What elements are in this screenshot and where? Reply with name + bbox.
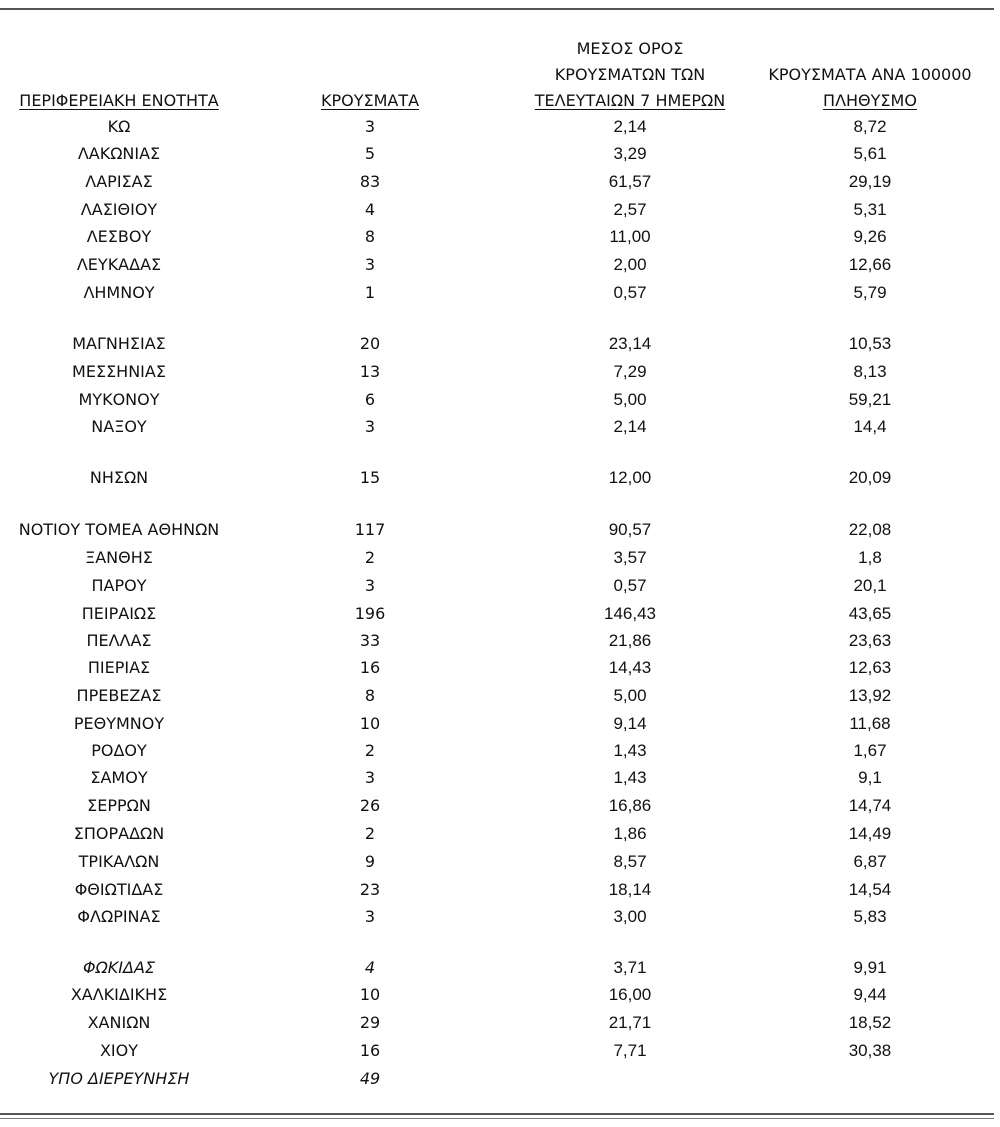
cases-cell: 2 <box>364 824 376 843</box>
region-name-cell: ΦΛΩΡΙΝΑΣ <box>77 907 161 926</box>
cases-cell: 13 <box>359 362 381 381</box>
region-name-cell: ΛΕΥΚΑΔΑΣ <box>76 255 162 274</box>
seven-day-average-cell: 12,00 <box>608 468 652 487</box>
region-name-cell: ΧΑΝΙΩΝ <box>87 1013 151 1032</box>
table-row <box>0 683 1000 709</box>
cases-per-100k-cell: 9,91 <box>853 958 887 977</box>
seven-day-average-cell: 8,57 <box>613 852 647 871</box>
table-row <box>0 197 1000 223</box>
seven-day-average-cell: 18,14 <box>608 880 652 899</box>
cases-cell: 26 <box>359 796 381 815</box>
region-name-cell: ΜΑΓΝΗΣΙΑΣ <box>72 334 166 353</box>
table-row <box>0 982 1000 1008</box>
region-name-cell: ΛΑΡΙΣΑΣ <box>85 172 153 191</box>
table-row <box>0 573 1000 599</box>
table-row <box>0 904 1000 930</box>
table-row <box>0 280 1000 306</box>
region-name-cell: ΡΕΘΥΜΝΟΥ <box>73 714 165 733</box>
region-name-cell: ΠΙΕΡΙΑΣ <box>87 658 151 677</box>
region-name-cell: ΣΠΟΡΑΔΩΝ <box>73 824 165 843</box>
cases-per-100k-cell: 9,26 <box>853 227 887 246</box>
region-name-cell: ΧΑΛΚΙΔΙΚΗΣ <box>70 985 168 1004</box>
seven-day-average-cell: 14,43 <box>608 658 652 677</box>
region-name-cell: ΦΩΚΙΔΑΣ <box>82 958 156 977</box>
cases-per-100k-cell: 18,52 <box>848 1013 892 1032</box>
cases-cell: 20 <box>359 334 381 353</box>
table-row <box>0 1010 1000 1036</box>
table-row <box>0 359 1000 385</box>
cases-per-100k-cell: 12,63 <box>848 658 892 677</box>
region-name-cell: ΞΑΝΘΗΣ <box>85 548 153 567</box>
header-cases-label: ΚΡΟΥΣΜΑΤΑ <box>320 91 420 110</box>
header-per-100k-line2: ΠΛΗΘΥΣΜΟ <box>823 91 917 110</box>
cases-cell: 23 <box>359 880 381 899</box>
cases-cell: 49 <box>359 1069 381 1088</box>
table-row <box>0 224 1000 250</box>
cases-per-100k-cell: 5,61 <box>853 144 887 163</box>
seven-day-average-cell: 9,14 <box>613 714 647 733</box>
cases-per-100k-cell: 5,31 <box>853 200 887 219</box>
table-row <box>0 414 1000 440</box>
region-name-cell: ΝΟΤΙΟΥ ΤΟΜΕΑ ΑΘΗΝΩΝ <box>18 520 220 539</box>
cases-cell: 10 <box>359 985 381 1004</box>
cases-cell: 6 <box>364 390 376 409</box>
seven-day-average-cell: 90,57 <box>608 520 652 539</box>
seven-day-average-cell: 3,29 <box>613 144 647 163</box>
seven-day-average-cell: 3,00 <box>613 907 647 926</box>
region-name-cell: ΛΑΚΩΝΙΑΣ <box>77 144 161 163</box>
cases-per-100k-cell: 14,74 <box>848 796 892 815</box>
cases-per-100k-cell: 43,65 <box>848 604 892 623</box>
seven-day-average-cell: 16,00 <box>608 985 652 1004</box>
table-row <box>0 738 1000 764</box>
seven-day-average-cell: 7,29 <box>613 362 647 381</box>
cases-per-100k-cell: 10,53 <box>848 334 892 353</box>
seven-day-average-cell: 2,14 <box>613 117 647 136</box>
cases-cell: 3 <box>364 417 376 436</box>
cases-per-100k-cell: 11,68 <box>849 714 891 733</box>
region-name-cell: ΣΑΜΟΥ <box>90 768 148 787</box>
seven-day-average-cell: 3,71 <box>613 958 647 977</box>
cases-cell: 16 <box>359 658 381 677</box>
table-row <box>0 655 1000 681</box>
region-name-cell: ΠΕΛΛΑΣ <box>86 631 152 650</box>
table-row <box>0 711 1000 737</box>
table-row <box>0 252 1000 278</box>
seven-day-average-cell: 3,57 <box>613 548 647 567</box>
cases-cell: 3 <box>364 117 376 136</box>
seven-day-average-cell: 61,57 <box>608 172 652 191</box>
cases-cell: 3 <box>364 907 376 926</box>
seven-day-average-cell: 1,86 <box>613 824 647 843</box>
cases-cell: 3 <box>364 576 376 595</box>
cases-cell: 83 <box>359 172 381 191</box>
region-name-cell: ΝΑΞΟΥ <box>91 417 147 436</box>
cases-per-100k-cell: 6,87 <box>853 852 887 871</box>
seven-day-average-cell: 7,71 <box>613 1041 647 1060</box>
region-name-cell: ΧΙΟΥ <box>99 1041 139 1060</box>
table-row <box>0 955 1000 981</box>
region-name-cell: ΚΩ <box>107 117 131 136</box>
table-row <box>0 517 1000 543</box>
cases-cell: 8 <box>364 227 376 246</box>
header-average-line1: ΜΕΣΟΣ ΟΡΟΣ <box>576 39 684 58</box>
cases-per-100k-cell: 9,1 <box>858 768 882 787</box>
cases-cell: 117 <box>354 520 386 539</box>
cases-per-100k-cell: 14,49 <box>848 824 892 843</box>
cases-per-100k-cell: 59,21 <box>848 390 892 409</box>
seven-day-average-cell: 21,71 <box>608 1013 652 1032</box>
cases-cell: 5 <box>364 144 376 163</box>
cases-cell: 4 <box>364 958 376 977</box>
table-row <box>0 331 1000 357</box>
table-row <box>0 1066 1000 1092</box>
region-name-cell: ΥΠΟ ΔΙΕΡΕΥΝΗΣΗ <box>48 1069 190 1088</box>
seven-day-average-cell: 146,43 <box>604 604 656 623</box>
table-row <box>0 545 1000 571</box>
region-name-cell: ΜΥΚΟΝΟΥ <box>78 390 160 409</box>
seven-day-average-cell: 2,00 <box>613 255 647 274</box>
cases-cell: 15 <box>359 468 381 487</box>
seven-day-average-cell: 16,86 <box>608 796 652 815</box>
region-name-cell: ΡΟΔΟΥ <box>91 741 147 760</box>
region-name-cell: ΝΗΣΩΝ <box>89 468 149 487</box>
header-per-100k-line1: ΚΡΟΥΣΜΑΤΑ ΑΝΑ 100000 <box>768 65 972 84</box>
table-row <box>0 465 1000 491</box>
table-row <box>0 793 1000 819</box>
cases-per-100k-cell: 13,92 <box>848 686 892 705</box>
seven-day-average-cell: 5,00 <box>613 686 647 705</box>
cases-cell: 9 <box>364 852 376 871</box>
region-name-cell: ΣΕΡΡΩΝ <box>87 796 151 815</box>
cases-cell: 29 <box>359 1013 381 1032</box>
cases-cell: 1 <box>364 283 376 302</box>
region-name-cell: ΛΕΣΒΟΥ <box>86 227 152 246</box>
table-row <box>0 387 1000 413</box>
cases-per-100k-cell: 20,09 <box>848 468 892 487</box>
table-row <box>0 628 1000 654</box>
header-average-line2: ΚΡΟΥΣΜΑΤΩΝ ΤΩΝ <box>554 65 706 84</box>
table-row <box>0 849 1000 875</box>
cases-cell: 8 <box>364 686 376 705</box>
seven-day-average-cell: 2,57 <box>613 200 647 219</box>
table-row <box>0 141 1000 167</box>
table-row <box>0 169 1000 195</box>
cases-per-100k-cell: 30,38 <box>848 1041 892 1060</box>
bottom-rule-thin <box>0 1118 994 1119</box>
cases-per-100k-cell: 20,1 <box>853 576 887 595</box>
table-row <box>0 877 1000 903</box>
seven-day-average-cell: 21,86 <box>608 631 652 650</box>
seven-day-average-cell: 0,57 <box>613 576 647 595</box>
cases-per-100k-cell: 14,54 <box>848 880 892 899</box>
region-name-cell: ΛΑΣΙΘΙΟΥ <box>80 200 158 219</box>
cases-cell: 196 <box>354 604 386 623</box>
cases-per-100k-cell: 5,83 <box>853 907 887 926</box>
seven-day-average-cell: 1,43 <box>613 741 647 760</box>
cases-per-100k-cell: 5,79 <box>853 283 887 302</box>
cases-cell: 4 <box>364 200 376 219</box>
header-average-line3: ΤΕΛΕΥΤΑΙΩΝ 7 ΗΜΕΡΩΝ <box>534 91 726 110</box>
seven-day-average-cell: 0,57 <box>613 283 647 302</box>
table-row <box>0 114 1000 140</box>
seven-day-average-cell: 2,14 <box>613 417 647 436</box>
region-name-cell: ΠΡΕΒΕΖΑΣ <box>76 686 162 705</box>
cases-cell: 10 <box>359 714 381 733</box>
cases-cell: 3 <box>364 255 376 274</box>
table-row <box>0 1038 1000 1064</box>
region-name-cell: ΛΗΜΝΟΥ <box>83 283 155 302</box>
region-name-cell: ΠΑΡΟΥ <box>91 576 147 595</box>
cases-cell: 2 <box>364 548 376 567</box>
cases-per-100k-cell: 22,08 <box>848 520 892 539</box>
bottom-rule <box>0 1113 994 1115</box>
cases-cell: 2 <box>364 741 376 760</box>
cases-per-100k-cell: 1,67 <box>853 741 887 760</box>
cases-cell: 33 <box>359 631 381 650</box>
seven-day-average-cell: 5,00 <box>613 390 647 409</box>
cases-cell: 16 <box>359 1041 381 1060</box>
region-name-cell: ΜΕΣΣΗΝΙΑΣ <box>72 362 166 381</box>
region-name-cell: ΤΡΙΚΑΛΩΝ <box>78 852 160 871</box>
cases-per-100k-cell: 9,44 <box>853 985 887 1004</box>
region-name-cell: ΠΕΙΡΑΙΩΣ <box>81 604 157 623</box>
cases-per-100k-cell: 8,72 <box>853 117 887 136</box>
cases-per-100k-cell: 29,19 <box>848 172 892 191</box>
region-name-cell: ΦΘΙΩΤΙΔΑΣ <box>74 880 164 899</box>
cases-per-100k-cell: 14,4 <box>853 417 887 436</box>
cases-per-100k-cell: 23,63 <box>848 631 892 650</box>
cases-per-100k-cell: 12,66 <box>848 255 892 274</box>
cases-per-100k-cell: 1,8 <box>858 548 882 567</box>
cases-per-100k-cell: 8,13 <box>853 362 887 381</box>
seven-day-average-cell: 1,43 <box>613 768 647 787</box>
table-row <box>0 601 1000 627</box>
seven-day-average-cell: 11,00 <box>609 227 651 246</box>
table-row <box>0 765 1000 791</box>
table-row <box>0 821 1000 847</box>
seven-day-average-cell: 23,14 <box>608 334 652 353</box>
cases-cell: 3 <box>364 768 376 787</box>
header-region-label: ΠΕΡΙΦΕΡΕΙΑΚΗ ΕΝΟΤΗΤΑ <box>19 91 219 110</box>
